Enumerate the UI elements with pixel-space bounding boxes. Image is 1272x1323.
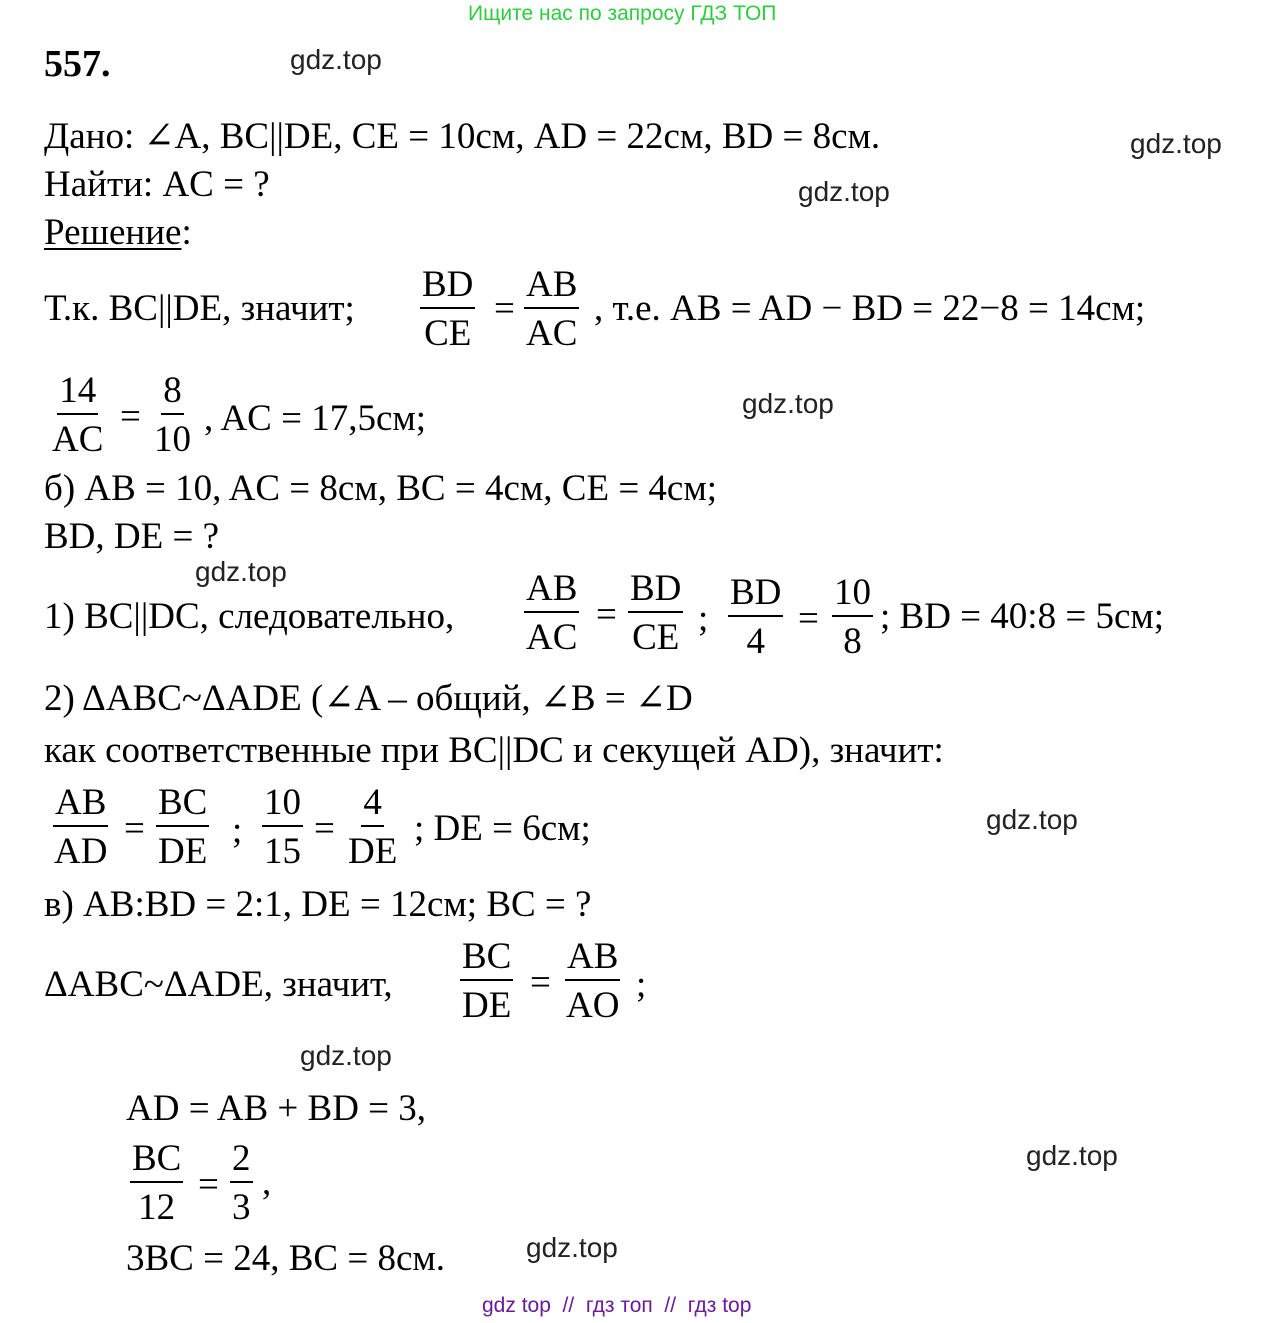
watermark: gdz.top	[798, 176, 890, 207]
equals-sign: =	[124, 808, 145, 849]
numerator: 10	[262, 784, 303, 827]
numerator: 8	[161, 372, 184, 415]
denominator: DE	[158, 831, 208, 872]
numerator: BC	[460, 938, 513, 981]
equals-sign: =	[494, 288, 515, 329]
equals-sign: =	[314, 808, 335, 849]
watermark: gdz.top	[742, 388, 834, 419]
final-line: 3BC = 24, BC = 8см.	[126, 1238, 446, 1279]
step1-result: ; BD = 40:8 = 5см;	[880, 596, 1165, 637]
watermark: gdz.top	[1130, 128, 1222, 159]
step2-line2: как соответственные при BC||DC и секущей AD), значит:	[44, 730, 944, 771]
numerator: 10	[832, 574, 873, 617]
fraction	[524, 570, 579, 656]
part-a-lead: Т.к. BC||DE, значит;	[44, 288, 355, 329]
part-a-tail: , т.е. AB = AD − BD = 22−8 = 14см;	[594, 288, 1146, 329]
denominator: DE	[462, 985, 512, 1026]
equals-sign: =	[530, 962, 551, 1003]
fraction	[728, 574, 783, 660]
fraction	[346, 784, 399, 870]
equals-sign: =	[120, 396, 141, 437]
denominator: CE	[632, 617, 680, 658]
separator: ;	[232, 810, 243, 851]
separator: ;	[698, 598, 709, 639]
numerator: AB	[524, 570, 579, 613]
numerator: 4	[361, 784, 384, 827]
numerator: BC	[130, 1140, 183, 1183]
part-a-result: , AC = 17,5см;	[204, 398, 427, 439]
part-c-lead: ΔABC~ΔADE, значит,	[44, 964, 393, 1005]
fraction	[460, 938, 513, 1024]
equals-sign: =	[198, 1164, 219, 1205]
solution-colon: :	[181, 212, 192, 253]
numerator: BD	[420, 266, 475, 309]
fraction	[832, 574, 873, 660]
step2-result: ; DE = 6см;	[414, 808, 591, 849]
numerator: BD	[728, 574, 783, 617]
fraction	[564, 938, 621, 1024]
watermark: gdz.top	[290, 44, 382, 75]
part-b-find: BD, DE = ?	[44, 516, 220, 557]
watermark: gdz.top	[1026, 1140, 1118, 1171]
denominator: 10	[154, 419, 191, 460]
fraction	[420, 266, 475, 352]
denominator: AD	[54, 831, 108, 872]
fraction	[524, 266, 579, 352]
watermark: gdz.top	[195, 556, 287, 587]
denominator: 4	[746, 621, 765, 662]
step2-line1: 2) ΔABC~ΔADE (∠A – общий, ∠B = ∠D	[44, 678, 693, 719]
part-b-given: б) AB = 10, AC = 8см, BC = 4см, CE = 4см;	[44, 468, 718, 509]
step1-lead: 1) BC||DC, следовательно,	[44, 596, 455, 637]
denominator: 3	[232, 1187, 251, 1228]
watermark: gdz.top	[526, 1232, 618, 1263]
numerator: BC	[156, 784, 209, 827]
equals-sign: =	[596, 594, 617, 635]
numerator: AB	[565, 938, 620, 981]
fraction	[50, 372, 105, 458]
denominator: AC	[526, 313, 578, 354]
fraction	[156, 784, 209, 870]
fraction	[52, 784, 109, 870]
watermark: gdz.top	[986, 804, 1078, 835]
fraction	[230, 1140, 253, 1226]
solution-label: Решение	[44, 212, 182, 253]
comma: ,	[262, 1162, 272, 1203]
denominator: CE	[424, 313, 472, 354]
equals-sign: =	[798, 598, 819, 639]
numerator: 2	[230, 1140, 253, 1183]
footer-links[interactable]: gdz top // гдз топ // гдз top	[482, 1294, 752, 1317]
fraction	[152, 372, 193, 458]
solution-heading	[44, 214, 192, 251]
fraction	[628, 570, 683, 656]
denominator: 8	[843, 621, 862, 662]
numerator: 14	[57, 372, 98, 415]
numerator: AB	[53, 784, 108, 827]
denominator: 12	[138, 1187, 176, 1228]
watermark: gdz.top	[300, 1040, 392, 1071]
fraction	[262, 784, 303, 870]
part-c-given: в) AB:BD = 2:1, DE = 12см; BC = ?	[44, 884, 592, 925]
find-line: Найти: AC = ?	[44, 164, 270, 205]
denominator: AO	[566, 985, 620, 1026]
denominator: AC	[52, 419, 104, 460]
problem-number: 557.	[44, 43, 111, 85]
top-banner[interactable]: Ищите нас по запросу ГДЗ ТОП	[468, 2, 777, 25]
denominator: AC	[526, 617, 578, 658]
numerator: BD	[628, 570, 683, 613]
numerator: AB	[524, 266, 579, 309]
ad-line: AD = AB + BD = 3,	[126, 1088, 427, 1129]
denominator: 15	[264, 831, 301, 872]
denominator: DE	[348, 831, 398, 872]
part-c-tail: ;	[636, 964, 647, 1005]
given-line: Дано: ∠A, BC||DE, CE = 10см, AD = 22см, BD = 8см.	[44, 116, 881, 157]
fraction	[130, 1140, 183, 1226]
